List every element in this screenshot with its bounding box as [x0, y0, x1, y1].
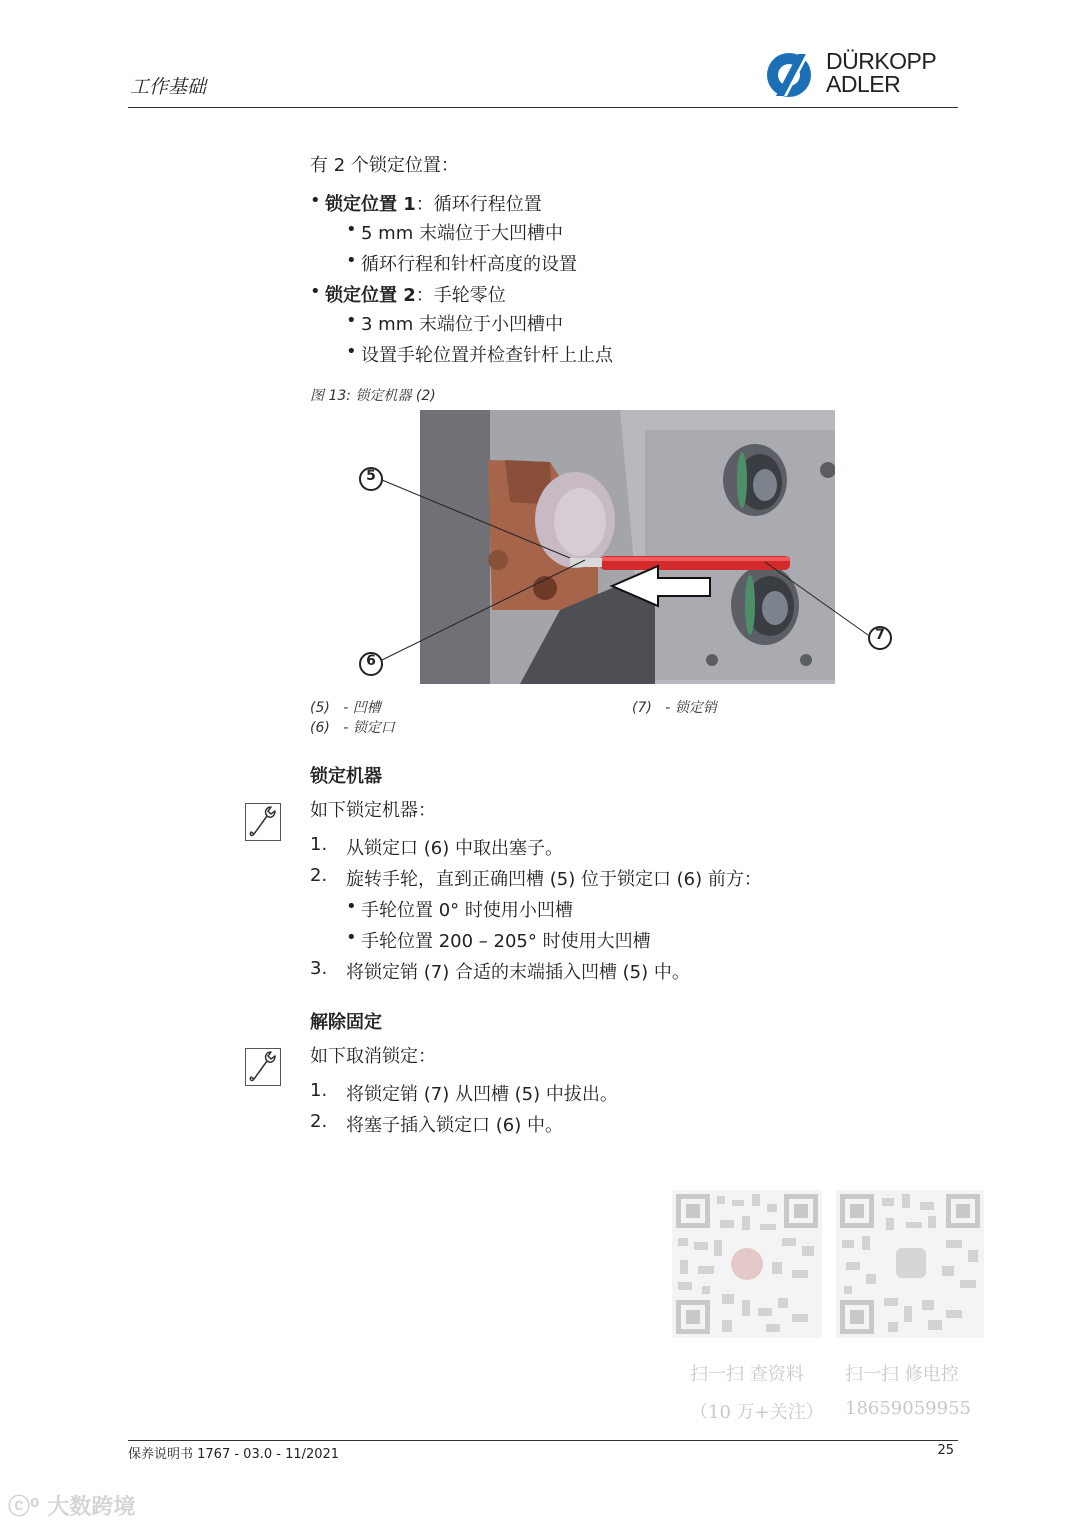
lock-step-2-text: 旋转手轮，直到正确凹槽 (5) 位于锁定口 (6) 前方： — [346, 869, 762, 890]
qr-left-caption-2: （10 万+关注） — [690, 1402, 824, 1423]
lock-step-1-num: 1. — [310, 834, 328, 855]
lock-step-2-sub-2: • 手轮位置 200 – 205° 时使用大凹槽 — [361, 927, 651, 953]
durkopp-adler-logo — [762, 50, 957, 100]
lock-section-heading: 锁定机器 — [310, 766, 382, 787]
page-number: 25 — [937, 1443, 954, 1458]
legend-text-5: - 凹槽 — [343, 700, 381, 716]
unlock-section-heading: 解除固定 — [310, 1012, 382, 1033]
callout-overlay — [340, 455, 910, 685]
watermark-logo-icon: ⓒ⁰ — [8, 1495, 40, 1520]
wrench-icon — [245, 1048, 281, 1086]
position-1-label: 锁定位置 1 — [325, 194, 416, 215]
position-1-item — [325, 190, 542, 216]
position-1-sub-1: • 5 mm 末端位于大凹槽中 — [361, 219, 563, 245]
callout-5: 5 — [366, 468, 376, 484]
position-2-item — [325, 281, 506, 307]
position-2-desc: ：手轮零位 — [415, 285, 506, 306]
qr-code-left — [672, 1190, 822, 1338]
legend-num-6: (6) — [310, 720, 330, 736]
qr-code-right — [836, 1190, 984, 1338]
intro-text: 有 2 个锁定位置： — [310, 155, 459, 176]
callout-6: 6 — [366, 653, 376, 669]
qr-right-caption-2: 18659059955 — [845, 1398, 971, 1419]
unlock-step-2-text: 将塞子插入锁定口 (6) 中。 — [346, 1115, 563, 1136]
callout-7: 7 — [875, 627, 885, 643]
legend-text-6: - 锁定口 — [343, 720, 395, 736]
figure-caption: 图 13: 锁定机器 (2) — [310, 388, 436, 404]
footer-rule — [128, 1440, 958, 1441]
position-1-desc: ：循环行程位置 — [415, 194, 542, 215]
qr-right-caption-1: 扫一扫 修电控 — [845, 1364, 959, 1385]
unlock-step-1-text: 将锁定销 (7) 从凹槽 (5) 中拔出。 — [346, 1084, 618, 1105]
watermark-text: 大数跨境 — [47, 1495, 136, 1520]
wrench-icon — [245, 803, 281, 841]
legend-num-7: (7) — [632, 700, 652, 716]
position-1-sub-2: • 循环行程和针杆高度的设置 — [361, 250, 577, 276]
logo-mark-icon — [762, 50, 822, 100]
header-rule — [128, 107, 958, 108]
qr-left-caption-1: 扫一扫 查资料 — [690, 1364, 804, 1385]
legend-item-5 — [310, 697, 381, 717]
lock-step-3-text: 将锁定销 (7) 合适的末端插入凹槽 (5) 中。 — [346, 962, 690, 983]
legend-num-5: (5) — [310, 700, 330, 716]
position-2-label: 锁定位置 2 — [325, 285, 416, 306]
lock-step-2-sub-1: • 手轮位置 0° 时使用小凹槽 — [361, 896, 573, 922]
lock-step-1-text: 从锁定口 (6) 中取出塞子。 — [346, 838, 563, 859]
unlock-step-1-num: 1. — [310, 1080, 328, 1101]
logo-line1: DÜRKOPP — [826, 48, 937, 74]
logo-line2: ADLER — [826, 71, 901, 97]
unlock-intro: 如下取消锁定： — [310, 1046, 436, 1067]
lock-step-3-num: 3. — [310, 958, 328, 979]
footer-doc-info: 保养说明书 1767 - 03.0 - 11/2021 — [128, 1447, 340, 1462]
legend-text-7: - 锁定销 — [665, 700, 717, 716]
watermark — [8, 1490, 135, 1521]
position-2-sub-2: • 设置手轮位置并检查针杆上止点 — [361, 341, 613, 367]
legend-item-6 — [310, 717, 395, 737]
lock-step-2-num: 2. — [310, 865, 328, 886]
legend-item-7 — [632, 697, 717, 717]
lock-intro: 如下锁定机器： — [310, 800, 436, 821]
position-2-sub-1: • 3 mm 末端位于小凹槽中 — [361, 310, 563, 336]
unlock-step-2-num: 2. — [310, 1111, 328, 1132]
page-header-title: 工作基础 — [130, 76, 207, 98]
